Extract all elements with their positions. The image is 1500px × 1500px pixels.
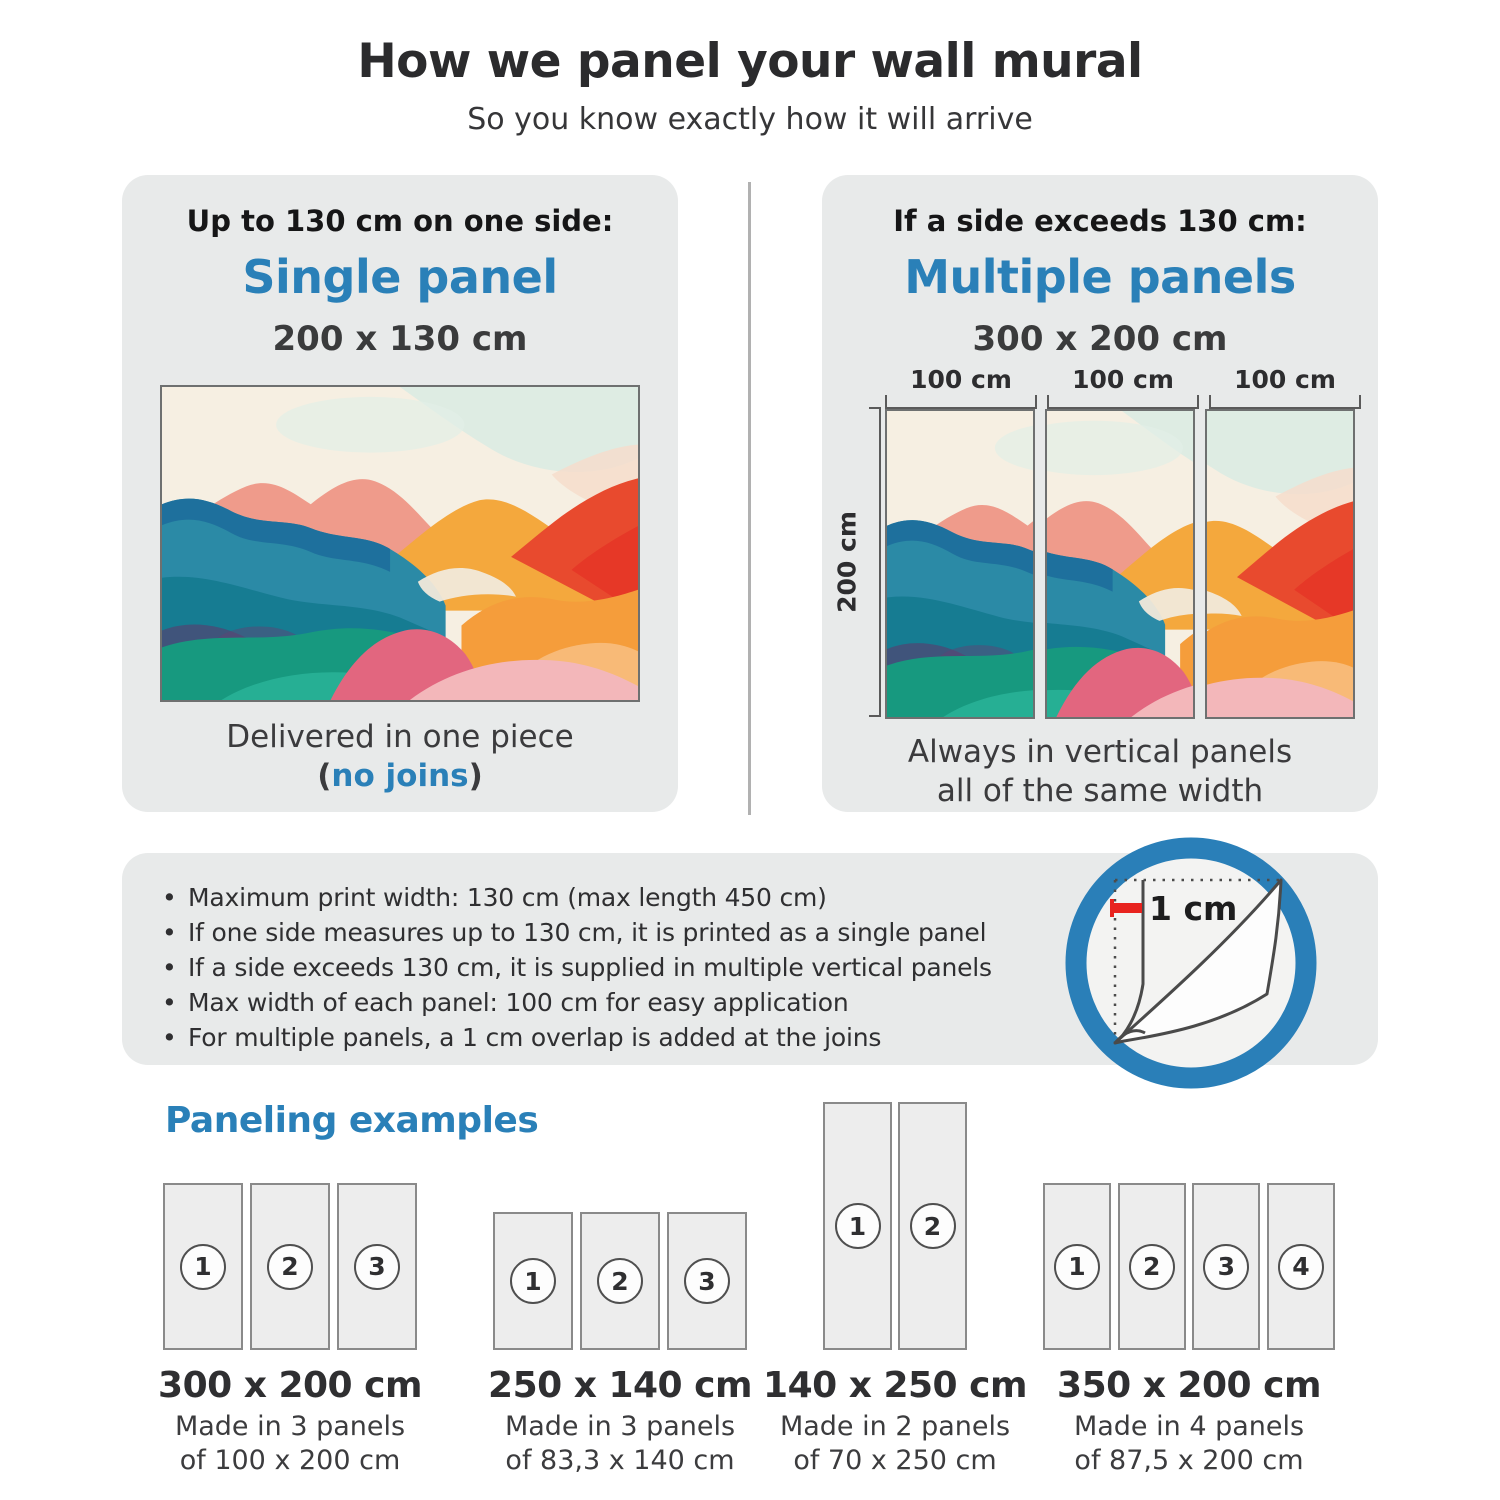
height-measure-line	[869, 407, 881, 717]
width-label-2: 100 cm	[1072, 365, 1174, 394]
width-bracket-1	[885, 395, 1037, 409]
overlap-page-curl-icon	[1062, 834, 1320, 1092]
multiple-panels-size: 300 x 200 cm	[972, 319, 1228, 359]
example-of: of 100 x 200 cm	[179, 1445, 401, 1476]
single-panel-condition: Up to 130 cm on one side:	[186, 204, 614, 238]
panel-number-badge: 1	[1054, 1244, 1100, 1290]
example-panel	[898, 1102, 967, 1350]
example-panel	[1043, 1183, 1111, 1350]
bullet-dot: •	[162, 988, 177, 1017]
multiple-panels-footer-line2: all of the same width	[936, 773, 1264, 809]
bullet-text: If one side measures up to 130 cm, it is printed as a single panel	[188, 918, 987, 947]
multiple-panels-condition: If a side exceeds 130 cm:	[893, 204, 1307, 238]
example-panel	[337, 1183, 417, 1350]
bullet-dot: •	[162, 918, 177, 947]
single-panel-title: Single panel	[242, 250, 558, 304]
example-made: Made in 2 panels	[779, 1411, 1011, 1442]
no-joins-highlight: no joins	[331, 758, 469, 794]
bullet-text: If a side exceeds 130 cm, it is supplied in multiple vertical panels	[188, 953, 992, 982]
panel-measurement-diagram	[833, 365, 1367, 719]
example-panel	[1118, 1183, 1186, 1350]
width-bracket-2	[1047, 395, 1199, 409]
example-panel	[493, 1212, 573, 1350]
panel-number-badge: 4	[1278, 1244, 1324, 1290]
width-brackets-row	[885, 395, 1367, 409]
panel-number-badge: 3	[684, 1258, 730, 1304]
example-panel	[250, 1183, 330, 1350]
example-140x250	[763, 1095, 1027, 1495]
panel-number-badge: 1	[180, 1244, 226, 1290]
example-made: Made in 4 panels	[1073, 1411, 1305, 1442]
panel-number-badge: 2	[1129, 1244, 1175, 1290]
width-label-3: 100 cm	[1234, 365, 1336, 394]
example-size: 140 x 250 cm	[763, 1365, 1027, 1406]
panel-number-badge: 2	[597, 1258, 643, 1304]
height-label: 200 cm	[832, 511, 862, 613]
example-of: of 87,5 x 200 cm	[1074, 1445, 1304, 1476]
example-made: Made in 3 panels	[504, 1411, 736, 1442]
multiple-panels-card	[822, 175, 1378, 812]
panel-number-badge: 2	[910, 1203, 956, 1249]
panel-number-badge: 1	[835, 1203, 881, 1249]
bullet-text: Max width of each panel: 100 cm for easy application	[188, 988, 849, 1017]
example-size: 250 x 140 cm	[488, 1365, 752, 1406]
page-title: How we panel your wall mural	[357, 34, 1143, 89]
bullet-text: For multiple panels, a 1 cm overlap is added at the joins	[188, 1023, 882, 1052]
page-subtitle: So you know exactly how it will arrive	[467, 102, 1033, 137]
multiple-panels-title: Multiple panels	[904, 250, 1296, 304]
single-panel-footer-line2	[122, 757, 678, 796]
example-panel	[163, 1183, 243, 1350]
examples-heading: Paneling examples	[165, 1100, 539, 1141]
panel-number-badge: 1	[510, 1258, 556, 1304]
single-panel-size: 200 x 130 cm	[272, 319, 528, 359]
panel-number-badge: 3	[1203, 1244, 1249, 1290]
width-labels-row	[885, 365, 1367, 395]
bullet-dot: •	[162, 883, 177, 912]
mural-panel-slice-2	[1045, 409, 1195, 719]
paren-close: )	[468, 758, 483, 794]
single-panel-footer	[122, 718, 678, 796]
example-panel	[823, 1102, 892, 1350]
single-panel-footer-line1: Delivered in one piece	[226, 719, 574, 755]
cards-divider-line	[748, 182, 751, 815]
panel-number-badge: 2	[267, 1244, 313, 1290]
example-250x140	[488, 1095, 752, 1495]
example-300x200	[158, 1095, 422, 1495]
examples-area	[0, 1095, 1500, 1495]
bullet-text: Maximum print width: 130 cm (max length 450 cm)	[188, 883, 827, 912]
example-panel	[1192, 1183, 1260, 1350]
mural-panel-slice-1	[885, 409, 1035, 719]
bullet-dot: •	[162, 953, 177, 982]
mural-watercolor-image	[160, 385, 640, 702]
width-bracket-3	[1209, 395, 1361, 409]
multiple-panels-footer	[822, 733, 1378, 811]
multiple-panels-footer-line1: Always in vertical panels	[907, 734, 1293, 770]
example-of: of 83,3 x 140 cm	[505, 1445, 735, 1476]
example-size: 350 x 200 cm	[1057, 1365, 1321, 1406]
panel-number-badge: 3	[354, 1244, 400, 1290]
overlap-label: 1 cm	[1149, 889, 1238, 928]
example-of: of 70 x 250 cm	[793, 1445, 997, 1476]
example-panel	[580, 1212, 660, 1350]
example-panel	[667, 1212, 747, 1350]
paren-open: (	[317, 758, 332, 794]
example-350x200	[1043, 1095, 1335, 1495]
example-size: 300 x 200 cm	[158, 1365, 422, 1406]
mural-panels-row	[885, 409, 1367, 719]
bullet-dot: •	[162, 1023, 177, 1052]
mural-panel-slice-3	[1205, 409, 1355, 719]
example-made: Made in 3 panels	[174, 1411, 406, 1442]
width-label-1: 100 cm	[910, 365, 1012, 394]
single-panel-card	[122, 175, 678, 812]
example-panel	[1267, 1183, 1335, 1350]
